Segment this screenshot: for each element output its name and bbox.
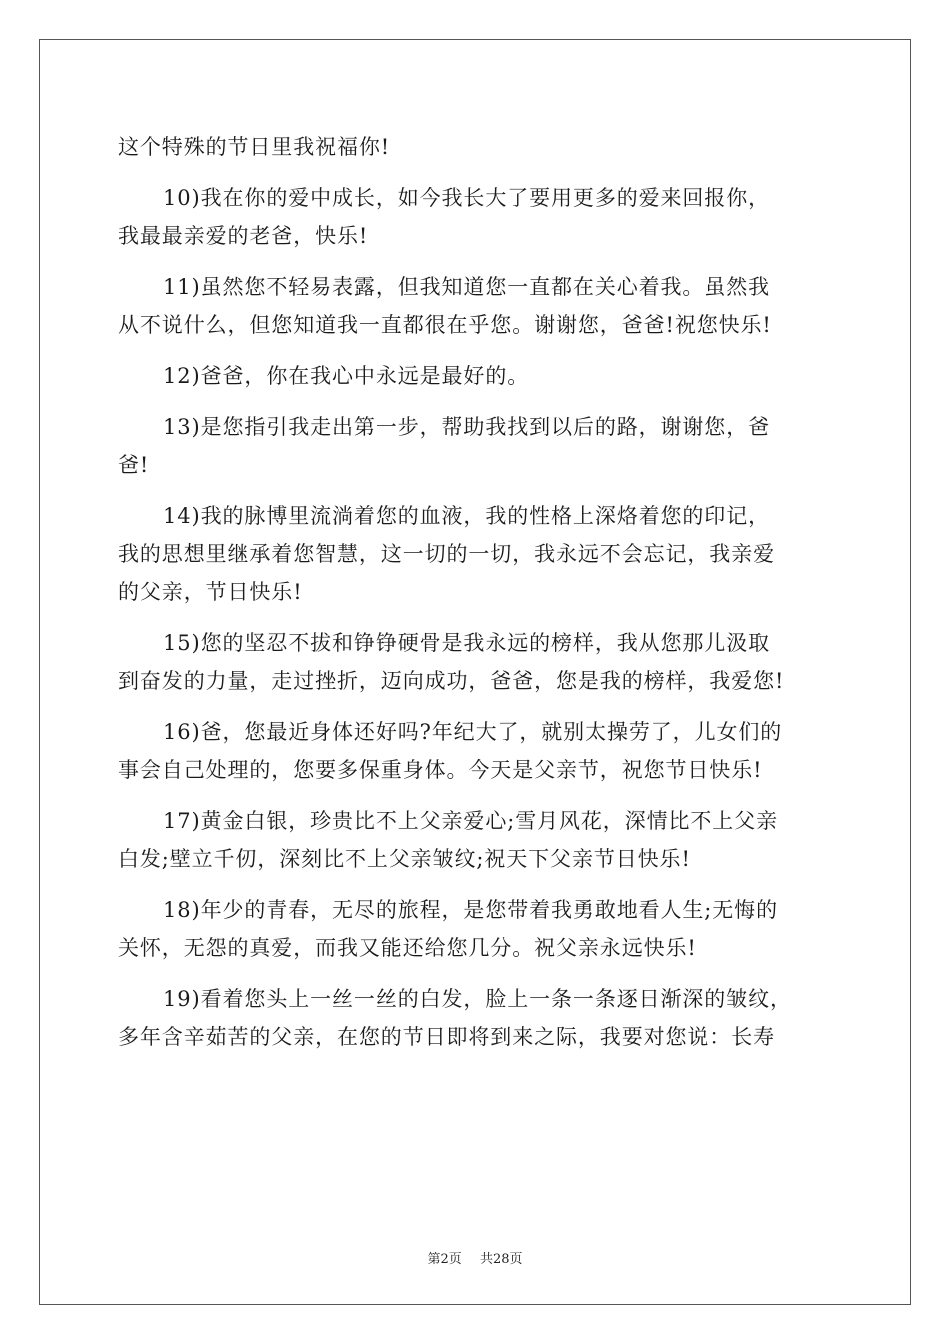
paragraph [118, 980, 834, 1056]
text-line: 11)虽然您不轻易表露，但我知道您一直都在关心着我。虽然我 [163, 275, 771, 299]
text-line: 到奋发的力量，走过挫折，迈向成功，爸爸，您是我的榜样，我爱您! [118, 669, 785, 693]
text-line: 我最最亲爱的老爸，快乐! [118, 224, 369, 248]
paragraph [118, 268, 834, 344]
text-line: 这个特殊的节日里我祝福你! [118, 135, 391, 159]
document-body [118, 128, 834, 1069]
text-line: 19)看着您头上一丝一丝的白发，脸上一条一条逐日渐深的皱纹， [163, 987, 792, 1011]
paragraph [118, 179, 834, 255]
paragraph [118, 891, 834, 967]
text-line: 10)我在你的爱中成长，如今我长大了要用更多的爱来回报你， [163, 186, 771, 210]
paragraph [118, 713, 834, 789]
text-line: 14)我的脉博里流淌着您的血液，我的性格上深烙着您的印记， [163, 504, 771, 528]
text-line: 多年含辛茹苦的父亲，在您的节日即将到来之际，我要对您说：长寿 [118, 1025, 775, 1049]
text-line: 15)您的坚忍不拔和铮铮硬骨是我永远的榜样，我从您那儿汲取 [163, 631, 771, 655]
text-line: 事会自己处理的，您要多保重身体。今天是父亲节，祝您节日快乐! [118, 758, 763, 782]
text-line: 17)黄金白银，珍贵比不上父亲爱心;雪月风花，深情比不上父亲 [163, 809, 778, 833]
page-number: 第2页 [427, 1252, 462, 1267]
paragraph [118, 408, 834, 484]
text-line: 爸! [118, 453, 150, 477]
page-total: 共28页 [479, 1252, 523, 1267]
text-line: 12)爸爸，你在我心中永远是最好的。 [163, 364, 530, 388]
text-line: 白发;壁立千仞，深刻比不上父亲皱纹;祝天下父亲节日快乐! [118, 847, 691, 871]
text-line: 从不说什么，但您知道我一直都很在乎您。谢谢您，爸爸!祝您快乐! [118, 313, 772, 337]
paragraph [118, 802, 834, 878]
text-line: 我的思想里继承着您智慧，这一切的一切，我永远不会忘记，我亲爱 [118, 542, 775, 566]
paragraph [118, 497, 834, 611]
page-footer [0, 1248, 950, 1267]
paragraph [118, 357, 834, 395]
text-line: 的父亲，节日快乐! [118, 580, 303, 604]
paragraph [118, 128, 834, 166]
text-line: 关怀，无怨的真爱，而我又能还给您几分。祝父亲永远快乐! [118, 936, 697, 960]
text-line: 18)年少的青春，无尽的旅程，是您带着我勇敢地看人生;无悔的 [163, 898, 778, 922]
text-line: 16)爸，您最近身体还好吗?年纪大了，就别太操劳了，儿女们的 [163, 720, 783, 744]
text-line: 13)是您指引我走出第一步，帮助我找到以后的路，谢谢您，爸 [163, 415, 771, 439]
paragraph [118, 624, 834, 700]
